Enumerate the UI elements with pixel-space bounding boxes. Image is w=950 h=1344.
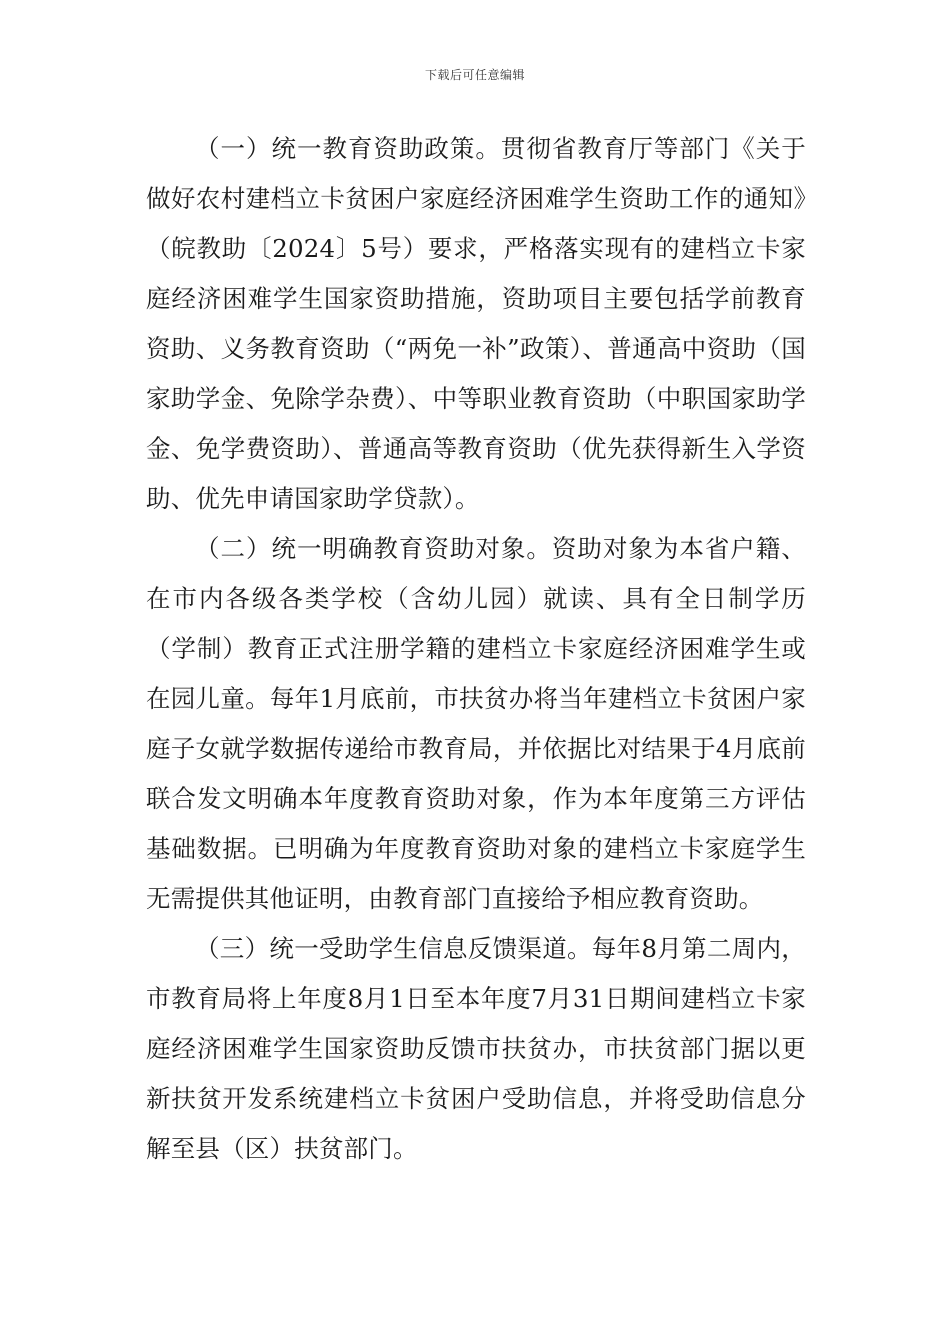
paragraph-2: （二）统一明确教育资助对象。资助对象为本省户籍、在市内各级各类学校（含幼儿园）就读、具有全日制学历（学制）教育正式注册学籍的建档立卡家庭经济困难学生或在园儿童。每年1月底前，市扶贫办将当年建档立卡贫困户家庭子女就学数据传递给市教育局，并依据比对结果于4月底前联合发文明确本年度教育资助对象，作为本年度第三方评估基础数据。已明确为年度教育资助对象的建档立卡家庭学生无需提供其他证明，由教育部门直接给予相应教育资助。 [146,534,806,913]
page-header-note: 下载后可任意编辑 [424,68,525,82]
paragraph-3: （三）统一受助学生信息反馈渠道。每年8月第二周内，市教育局将上年度8月1日至本年度7月31日期间建档立卡家庭经济困难学生国家资助反馈市扶贫办，市扶贫部门据以更新扶贫开发系统建档立卡贫困户受助信息，并将受助信息分解至县（区）扶贫部门。 [146,934,806,1163]
paragraph-1: （一）统一教育资助政策。贯彻省教育厅等部门《关于做好农村建档立卡贫困户家庭经济困难学生资助工作的通知》（皖教助〔2024〕5号）要求，严格落实现有的建档立卡家庭经济困难学生国家资助措施，资助项目主要包括学前教育资助、义务教育资助（“两免一补”政策）、普通高中资助（国家助学金、免除学杂费）、中等职业教育资助（中职国家助学金、免学费资助）、普通高等教育资助（优先获得新生入学资助、优先申请国家助学贷款）。 [146,134,806,513]
document-body [146,124,806,1174]
